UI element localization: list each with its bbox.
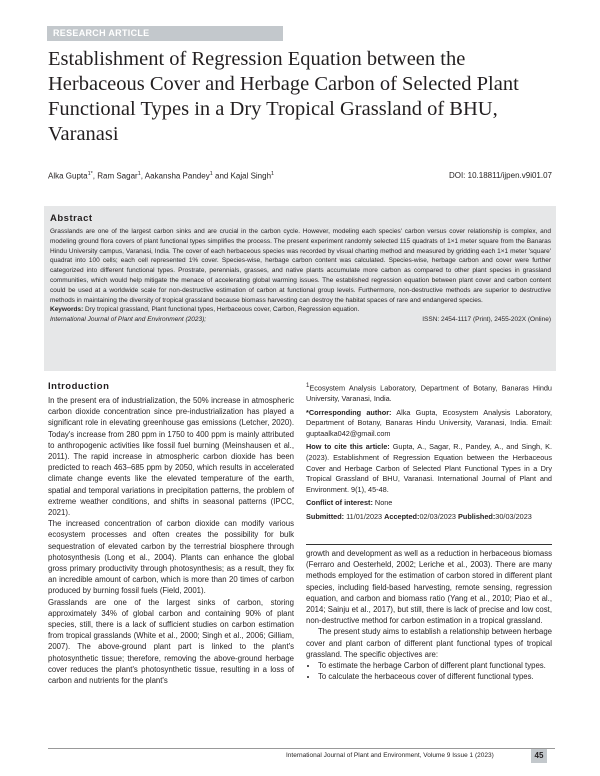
page-number: 45 <box>531 749 547 763</box>
author-affiliation-mark: 1 <box>209 171 213 177</box>
abstract-text: Grasslands are one of the largest carbon sinks and are crucial in the carbon cycle. However, modeling each species' carbon versus cover relationship is complex, and modeling ground flora covers of plant functional types simplifies the process. The present experiment randomly selected 115 quadrats of 1×1 meter square from the Banaras Hindu University campus, Varanasi, India. The cover of each herbaceous species was recorded by visual charting method and measured by gridding each 1×1 meter 'square' quadrat into 100 cells; each cell represented 1% cover. Species-wise, herbage carbon content was calculated. Species-wise, herbage carbon and cover were further categorized into different functional types. Prostrate, perennials, grasses, and native plants accumulate more carbon as compared to other plant species in grassland communities, which would help mitigate the menace of accelerating global warming issues. The established regression equation between plant cover and carbon content could be used at a worldwide scale for non-destructive estimation of carbon at functional group levels. Furthermore, non-destructive methods are superior to destructive methods in maintaining the diversity of tropical grassland because biomass harvesting can destroy the habitat spaces of rare and endangered species. <box>50 228 551 304</box>
list-item: • To estimate the herbage Carbon of different plant functional types. <box>318 660 552 671</box>
keywords-label: Keywords: <box>50 306 84 314</box>
citation-text: Gupta, A., Sagar, R., Pandey, A., and Singh, K. (2023). Establishment of Regression Equation between the Herbaceous Cover and Herbage Carbon of Selected Plant Functional Types in a Dry Tropical Grassland of BHU, Varanasi. International Journal of Plant and Environment. 9(1), 45-48. <box>306 442 552 494</box>
author-affiliation-mark: 1 <box>137 171 141 177</box>
keywords-text: Dry tropical grassland, Plant functional types, Herbaceous cover, Carbon, Regression equation. <box>83 306 360 314</box>
accepted-date: 02/03/2023 <box>419 511 458 521</box>
column-divider <box>306 544 552 545</box>
intro-paragraph: Grasslands are one of the largest sinks of carbon, storing approximately 34% of global carbon and containing 90% of plant species, still, there is a lack of sufficient studies on carbon estimation from tropical grasslands (White et al., 2000; Singh et al., 2006; Gilliam, 2007). The above-ground plant part is linked to the plant's photosynthetic tissue; therefore, removing the above-ground herbage cover reduces the plant's photosynthetic tissue, resulting in a loss of carbon and nutrients for the plant's <box>48 597 294 686</box>
published-date: 30/03/2023 <box>495 511 532 521</box>
body-paragraph: The present study aims to establish a relationship between herbage cover and plant carbon of different plant functional types of tropical grassland. The specific objectives are: <box>306 627 552 659</box>
accepted-label: Accepted: <box>384 511 420 521</box>
author-affiliation-mark: 1 <box>271 171 275 177</box>
author-name: , Aakansha Pandey <box>140 171 210 181</box>
journal-issn-row <box>50 315 551 325</box>
author-list <box>48 171 274 181</box>
citation-note <box>306 442 552 495</box>
publication-dates <box>306 512 552 523</box>
abstract-heading: Abstract <box>50 213 93 224</box>
affiliation-text: Ecosystem Analysis Laboratory, Department of Botany, Banaras Hindu University, Varanasi, India. <box>306 383 552 404</box>
corresponding-text: Alka Gupta, Ecosystem Analysis Laboratory, Department of Botany, Banaras Hindu University, Varanasi, India. Email: guptaalka042@gmail.com <box>306 407 552 438</box>
doi-label: DOI: 10.18811/ijpen.v9i01.07 <box>448 171 552 180</box>
introduction-heading: Introduction <box>48 381 110 392</box>
author-affiliation-mark: 1* <box>87 171 93 177</box>
journal-name: International Journal of Plant and Environment (2023); <box>50 316 207 324</box>
abstract-section <box>50 213 551 325</box>
author-name: Alka Gupta <box>48 171 88 181</box>
published-label: Published: <box>458 511 496 521</box>
corresponding-label: *Corresponding author: <box>306 407 392 417</box>
footer-rule <box>48 748 555 749</box>
objectives-list <box>306 660 552 682</box>
intro-paragraph: In the present era of industrialization, the 50% increase in atmospheric carbon dioxide concentration since pre-industrialization has played a significant role in elevating greenhouse gas emissions (Letcher, 2020). Today's increase from 280 ppm in 1750 to 400 ppm is mainly attributed to anthropogenic activities like fossil fuel burning (Meinshausen et al., 2011). The rapid increase in atmospheric carbon dioxide has been predicted to reach 463–685 ppm by 2050, which results in accelerated climate change events like the elevated temperature of the earth, spatial and temporal variations in precipitation patterns, the problem of extreme weather conditions, and shifts in seasonal patterns (IPCC, 2021). <box>48 396 294 518</box>
article-title: Establishment of Regression Equation between the Herbaceous Cover and Herbage Carbon of Selected Plant Functional Types in a Dry Tropical Grassland of BHU, Varanasi <box>48 48 519 145</box>
body-paragraph: growth and development as well as a reduction in herbaceous biomass (Ferraro and Oesterheld, 2002; Leriche et al., 2003). There are many methods employed for the estimation of carbon stored in different plant species, including field-based harvesting, remote sensing, regression equation, and carbon and biomass ratio (Yang et al., 2010; Piao et al., 2014; Sainju et al., 2017), but still, there is lack of precise and low cost, non-destructive method for carbon estimation in a tropical grassland. <box>306 549 552 626</box>
submitted-label: Submitted: <box>306 511 345 521</box>
list-item: • To calculate the herbaceous cover of different functional types. <box>318 671 552 682</box>
conflict-label: Conflict of interest: <box>306 498 373 508</box>
affiliation-dept <box>306 381 552 405</box>
citation-label: How to cite this article: <box>306 442 390 452</box>
author-name: , Ram Sagar <box>92 171 138 181</box>
affiliation-block <box>306 381 552 526</box>
conflict-of-interest <box>306 498 552 509</box>
issn-text: ISSN: 2454-1117 (Print), 2455-202X (Online) <box>422 316 551 324</box>
affiliation-mark: 1 <box>306 382 310 389</box>
author-name: and Kajal Singh <box>212 171 272 181</box>
left-column <box>48 395 294 686</box>
keywords-line <box>50 305 551 315</box>
corresponding-author <box>306 408 552 440</box>
right-column <box>306 548 552 682</box>
footer-journal: International Journal of Plant and Environment, Volume 9 Issue 1 (2023) <box>286 752 494 759</box>
conflict-text: None <box>372 498 393 508</box>
submitted-date: 11/01/2023 <box>344 511 385 521</box>
intro-paragraph: The increased concentration of carbon dioxide can modify various ecosystem processes and often creates the possibility for bulk sequestration of elevated carbon by the terrestrial biosphere through photosynthesis (Long et al., 2004). Plants can enhance the global gross primary productivity through photosynthesis; as a result, they fix an incredible amount of carbon, which is more than 20 times of carbon produced by burning fossil fuels (Field, 2001). <box>48 519 294 596</box>
article-type-banner: RESEARCH ARTICLE <box>47 26 283 41</box>
